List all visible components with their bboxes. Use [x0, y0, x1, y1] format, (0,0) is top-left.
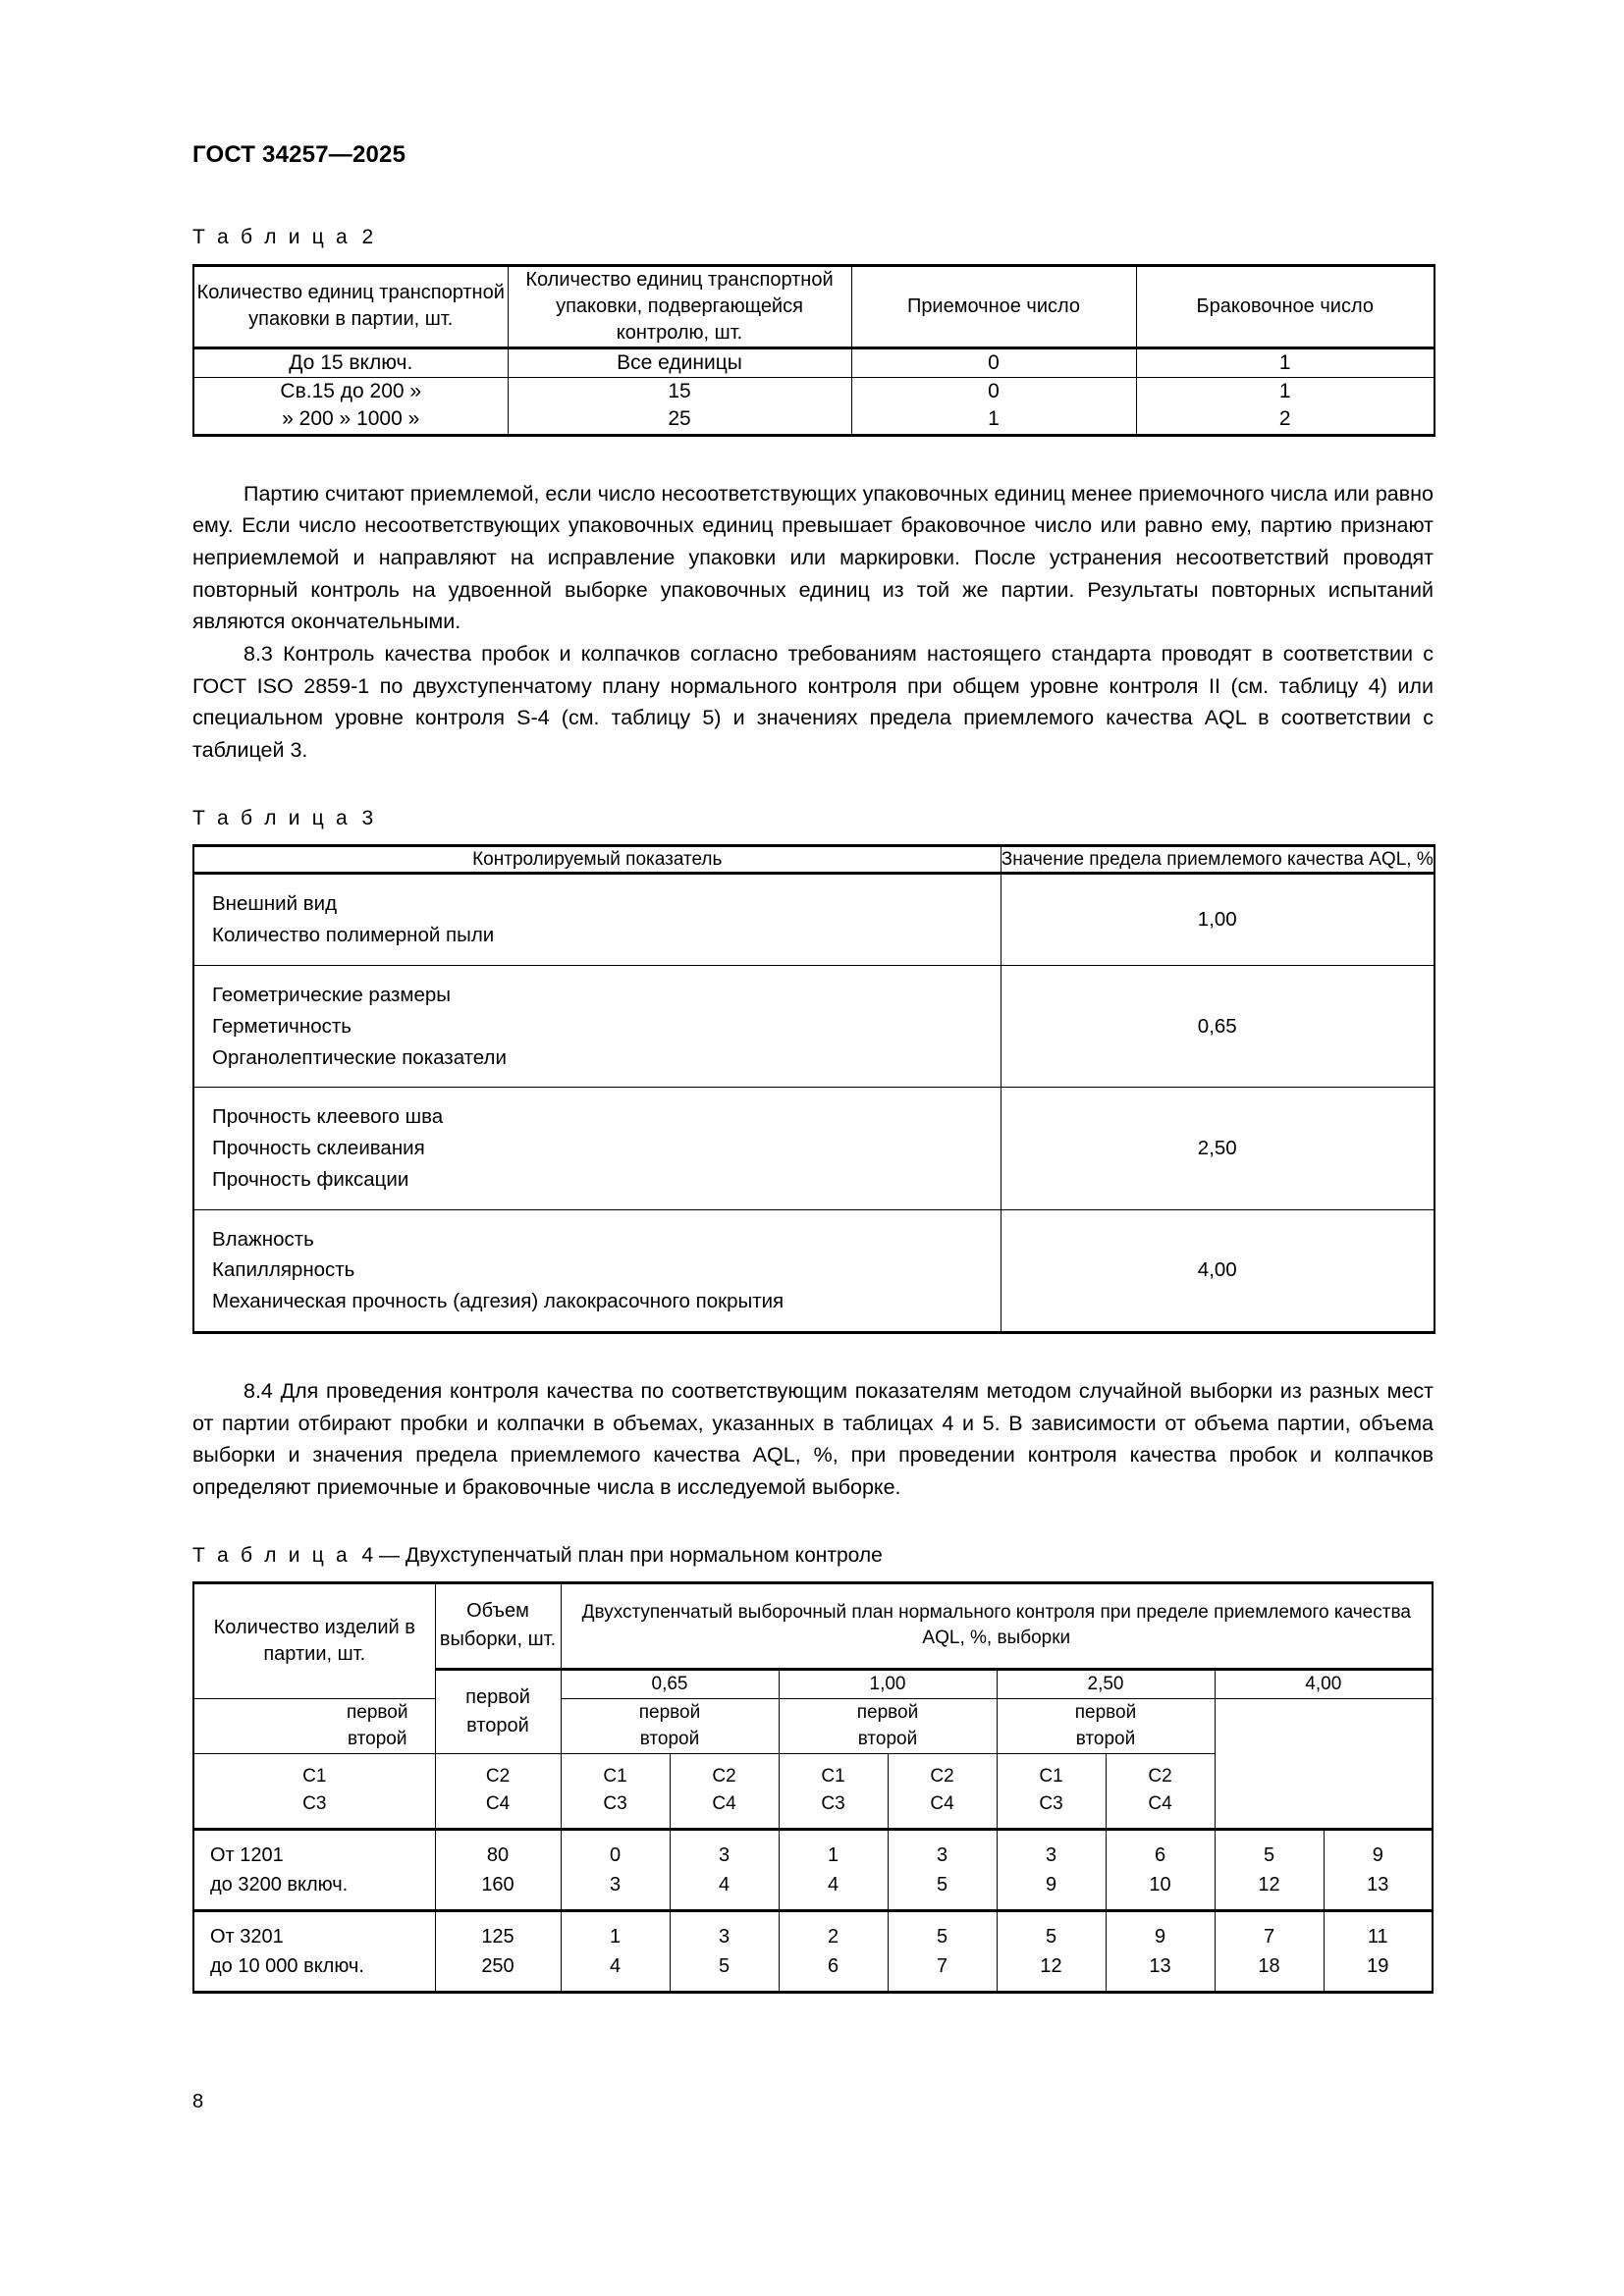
table-2-caption-label: Т а б л и ц а [192, 226, 351, 249]
code-c3: C3 [1039, 1793, 1063, 1815]
table-4-stage-4-00 [997, 1698, 1215, 1753]
value-c2: 9 [1154, 1925, 1166, 1948]
code-c4: C4 [1148, 1793, 1172, 1815]
table-2-r3-c1: » 200 » 1000 » [193, 405, 508, 435]
value-c2: 11 [1367, 1925, 1388, 1948]
table-2-caption [192, 225, 1434, 249]
value-c4: 7 [936, 1954, 948, 1977]
indicator-line: Капиллярность [212, 1258, 355, 1282]
table-3-header-row [193, 845, 1435, 874]
code-c3: C3 [302, 1793, 327, 1815]
code-c4: C4 [930, 1793, 954, 1815]
table-4-r1-label [193, 1829, 435, 1910]
volume-first: 125 [481, 1925, 514, 1948]
stage-first-label: первой [347, 1701, 408, 1723]
indicator-line: Герметичность [212, 1014, 352, 1038]
table-4-r1-d-c2c4 [1324, 1829, 1433, 1910]
table-4-caption [192, 1543, 1434, 1568]
code-c1: C1 [1039, 1765, 1063, 1787]
value-c4: 19 [1367, 1954, 1389, 1977]
table-2-r2-c3: 0 [851, 377, 1136, 405]
value-c2: 3 [718, 1925, 731, 1948]
table-4-aql-1-00: 1,00 [779, 1669, 997, 1698]
table-3-col-header-1: Контролируемый показатель [193, 845, 1001, 874]
table-4 [192, 1581, 1434, 1994]
value-c3: 4 [609, 1954, 622, 1977]
table-2-r2-c2: 15 [508, 377, 851, 405]
table-4-r1-d-c1c3 [1215, 1829, 1324, 1910]
table-4-r2-volume [435, 1910, 561, 1992]
indicator-line: Внешний вид [212, 892, 338, 916]
value-c3: 6 [827, 1954, 839, 1977]
table-4-caption-title: — Двухступенчатый план при нормальном контроле [379, 1543, 883, 1567]
volume-first: 80 [486, 1843, 510, 1866]
table-row [193, 1209, 1435, 1332]
paragraph-8-4: 8.4 Для проведения контроля качества по соответствующим показателям методом случайной выборки из разных мест от партии отбирают пробки и колпачки в объемах, указанных в таблицах 4 и 5. В зависимости от объема партии, объема выборки и значения предела приемлемого качества AQL, %, при проведении контроля качества пробок и колпачков определяют приемочные и браковочные числа в исследуемой выборке. [192, 1378, 1434, 1499]
table-3-r3-indicators [193, 1088, 1001, 1209]
table-3 [192, 844, 1435, 1334]
table-4-caption-number: 4 [361, 1543, 374, 1567]
code-c4: C4 [485, 1793, 511, 1815]
table-4-code-header-c2 [888, 1753, 997, 1829]
table-3-r2-aql: 0,65 [1001, 966, 1435, 1088]
table-4-r2-label [193, 1910, 435, 1992]
indicator-line: Прочность склеивания [212, 1137, 425, 1160]
volume-stage-first: первой [465, 1685, 530, 1708]
lot-range-line1: От 3201 [210, 1925, 284, 1948]
indicator-line: Влажность [212, 1227, 314, 1251]
value-c2: 3 [718, 1843, 731, 1866]
page-number: 8 [192, 2091, 204, 2112]
table-2-caption-number: 2 [361, 226, 374, 249]
code-c2: C2 [712, 1765, 736, 1787]
code-c3: C3 [603, 1793, 627, 1815]
table-4-header-row-1 [193, 1582, 1433, 1669]
table-2-col-header-3: Приемочное число [851, 265, 1136, 347]
table-2-r3-c3: 1 [851, 405, 1136, 435]
value-c4: 10 [1149, 1873, 1171, 1896]
table-4-r2-c-c2c4 [1106, 1910, 1215, 1992]
stage-second-label: второй [348, 1729, 407, 1750]
value-c1: 1 [827, 1843, 839, 1866]
table-4-r1-b-c1c3 [779, 1829, 888, 1910]
table-row [193, 347, 1435, 377]
table-4-r1-volume [435, 1829, 561, 1910]
table-4-r2-c-c1c3 [997, 1910, 1106, 1992]
table-4-code-header-d2 [1106, 1753, 1215, 1829]
stage-second-label: второй [1075, 1729, 1136, 1750]
value-c2: 5 [936, 1925, 948, 1948]
indicator-line: Прочность клеевого шва [212, 1105, 444, 1129]
table-3-r4-indicators [193, 1209, 1001, 1332]
table-row [193, 874, 1435, 966]
table-4-aql-0-65: 0,65 [561, 1669, 779, 1698]
value-c1: 1 [609, 1925, 622, 1948]
value-c3: 12 [1040, 1954, 1062, 1977]
table-2-r1-c3: 0 [851, 347, 1136, 377]
table-4-aql-2-50: 2,50 [997, 1669, 1215, 1698]
value-c1: 2 [827, 1925, 839, 1948]
table-4-header-row-4 [193, 1753, 1433, 1829]
code-c2: C2 [485, 1765, 511, 1787]
value-c1: 5 [1263, 1843, 1275, 1866]
volume-second: 250 [481, 1954, 514, 1977]
stage-first-label: первой [1074, 1701, 1137, 1723]
code-c1: C1 [302, 1765, 327, 1787]
value-c2: 3 [936, 1843, 948, 1866]
table-4-code-header-d1 [997, 1753, 1106, 1829]
table-2-r3-c4: 2 [1136, 405, 1435, 435]
table-4-stage-2-50 [779, 1698, 997, 1753]
table-3-r4-aql: 4,00 [1001, 1209, 1435, 1332]
table-row [193, 1829, 1433, 1910]
paragraph-acceptance: Партию считают приемлемой, если число несоответствующих упаковочных единиц менее приемочного числа или равно ему. Если число несоответствующих упаковочных единиц превышает браковочное число или равно ему, партию признают неприемлемой и направляют на исправление упаковки или маркировки. После устранения несоответствий проводят повторный контроль на удвоенной выборке упаковочных единиц из той же партии. Результаты повторных испытаний являются окончательными. [192, 481, 1434, 634]
value-c4: 5 [936, 1873, 948, 1896]
document-header: ГОСТ 34257—2025 [192, 141, 406, 168]
code-c4: C4 [712, 1793, 736, 1815]
table-row [193, 1910, 1433, 1992]
value-c3: 4 [827, 1873, 839, 1896]
volume-second: 160 [481, 1873, 514, 1896]
code-c1: C1 [603, 1765, 627, 1787]
table-3-r1-indicators [193, 874, 1001, 966]
table-2-r1-c2: Все единицы [508, 347, 851, 377]
table-2 [192, 264, 1435, 437]
page-content [192, 142, 1434, 1994]
value-c1: 7 [1263, 1925, 1275, 1948]
table-4-code-header-b2 [670, 1753, 779, 1829]
table-2-r2-c1: Св.15 до 200 » [193, 377, 508, 405]
value-c4: 5 [718, 1954, 731, 1977]
lot-range-line1: От 1201 [210, 1843, 284, 1866]
table-3-r1-aql: 1,00 [1001, 874, 1435, 966]
table-4-r1-c-c2c4 [1106, 1829, 1215, 1910]
value-c4: 13 [1367, 1873, 1389, 1896]
indicator-line: Геометрические размеры [212, 984, 452, 1007]
value-c1: 5 [1045, 1925, 1057, 1948]
table-2-r1-c1: До 15 включ. [193, 347, 508, 377]
table-4-r2-a-c1c3 [561, 1910, 670, 1992]
table-3-r2-indicators [193, 966, 1001, 1088]
table-4-r2-d-c2c4 [1324, 1910, 1433, 1992]
table-row [193, 1088, 1435, 1209]
table-4-stage-1-00 [561, 1698, 779, 1753]
indicator-line: Количество полимерной пыли [212, 924, 495, 947]
stage-first-label: первой [856, 1701, 919, 1723]
table-4-r1-c-c1c3 [997, 1829, 1106, 1910]
table-2-col-header-1: Количество единиц транспортной упаковки в партии, шт. [193, 265, 508, 347]
table-2-col-header-4: Браковочное число [1136, 265, 1435, 347]
volume-stage-second: второй [466, 1714, 529, 1736]
stage-second-label: второй [857, 1729, 918, 1750]
code-c1: C1 [821, 1765, 845, 1787]
paragraph-8-3: 8.3 Контроль качества пробок и колпачков согласно требованиям настоящего стандарта проводят в соответствии с ГОСТ ISO 2859-1 по двухступенчатому плану нормального контроля при общем уровне контроля II (см. таблицу 4) или специальном уровне контроля S-4 (см. таблицу 5) и значениях предела приемлемого качества AQL в соответствии с таблицей 3. [192, 641, 1434, 762]
table-3-r3-aql: 2,50 [1001, 1088, 1435, 1209]
code-c2: C2 [930, 1765, 954, 1787]
value-c4: 4 [718, 1873, 731, 1896]
table-4-code-header-b1 [561, 1753, 670, 1829]
table-row [193, 966, 1435, 1088]
table-2-r3-c2: 25 [508, 405, 851, 435]
value-c1: 0 [609, 1843, 622, 1866]
table-4-r1-b-c2c4 [888, 1829, 997, 1910]
table-3-col-header-2: Значение предела приемлемого качества AQL, % [1001, 845, 1435, 874]
table-4-code-header-c1 [779, 1753, 888, 1829]
indicator-line: Органолептические показатели [212, 1045, 507, 1069]
table-row [193, 405, 1435, 435]
value-c4: 13 [1149, 1954, 1171, 1977]
value-c1: 3 [1045, 1843, 1057, 1866]
lot-range-line2: до 10 000 включ. [210, 1954, 364, 1977]
code-c3: C3 [821, 1793, 845, 1815]
table-4-r2-a-c2c4 [670, 1910, 779, 1992]
table-4-code-header-a1 [193, 1753, 435, 1829]
stage-second-label: второй [639, 1729, 700, 1750]
table-4-r2-b-c2c4 [888, 1910, 997, 1992]
code-c2: C2 [1148, 1765, 1172, 1787]
table-3-caption-label: Т а б л и ц а [192, 806, 351, 829]
table-4-header-row-3 [193, 1698, 1433, 1753]
table-4-aql-4-00: 4,00 [1215, 1669, 1433, 1698]
indicator-line: Механическая прочность (адгезия) лакокрасочного покрытия [212, 1290, 785, 1313]
table-3-caption-number: 3 [361, 806, 374, 829]
table-3-caption [192, 806, 1434, 830]
value-c3: 9 [1045, 1873, 1057, 1896]
table-4-col-header-lot: Количество изделий в партии, шт. [193, 1582, 435, 1698]
paragraph-group-2 [192, 1375, 1434, 1504]
value-c3: 12 [1258, 1873, 1280, 1896]
table-row [193, 377, 1435, 405]
table-4-r2-b-c1c3 [779, 1910, 888, 1992]
table-4-code-header-a2 [435, 1753, 561, 1829]
table-2-r2-c4: 1 [1136, 377, 1435, 405]
table-2-col-header-2: Количество единиц транспортной упаковки, подвергающейся контролю, шт. [508, 265, 851, 347]
table-2-r1-c4: 1 [1136, 347, 1435, 377]
table-4-r1-a-c1c3 [561, 1829, 670, 1910]
value-c2: 9 [1372, 1843, 1383, 1866]
lot-range-line2: до 3200 включ. [210, 1873, 349, 1896]
table-4-r1-a-c2c4 [670, 1829, 779, 1910]
table-4-r2-d-c1c3 [1215, 1910, 1324, 1992]
table-4-span-header: Двухступенчатый выборочный план нормального контроля при пределе приемлемого качества AQL, %, выборки [561, 1582, 1433, 1669]
value-c3: 18 [1258, 1954, 1280, 1977]
paragraph-group-1 [192, 478, 1434, 767]
stage-first-label: первой [638, 1701, 701, 1723]
value-c2: 6 [1154, 1843, 1166, 1866]
value-c3: 3 [609, 1873, 622, 1896]
table-4-caption-label: Т а б л и ц а [192, 1543, 351, 1567]
table-2-header-row [193, 265, 1435, 347]
indicator-line: Прочность фиксации [212, 1167, 409, 1191]
table-4-col-header-volume: Объем выборки, шт. [435, 1582, 561, 1669]
